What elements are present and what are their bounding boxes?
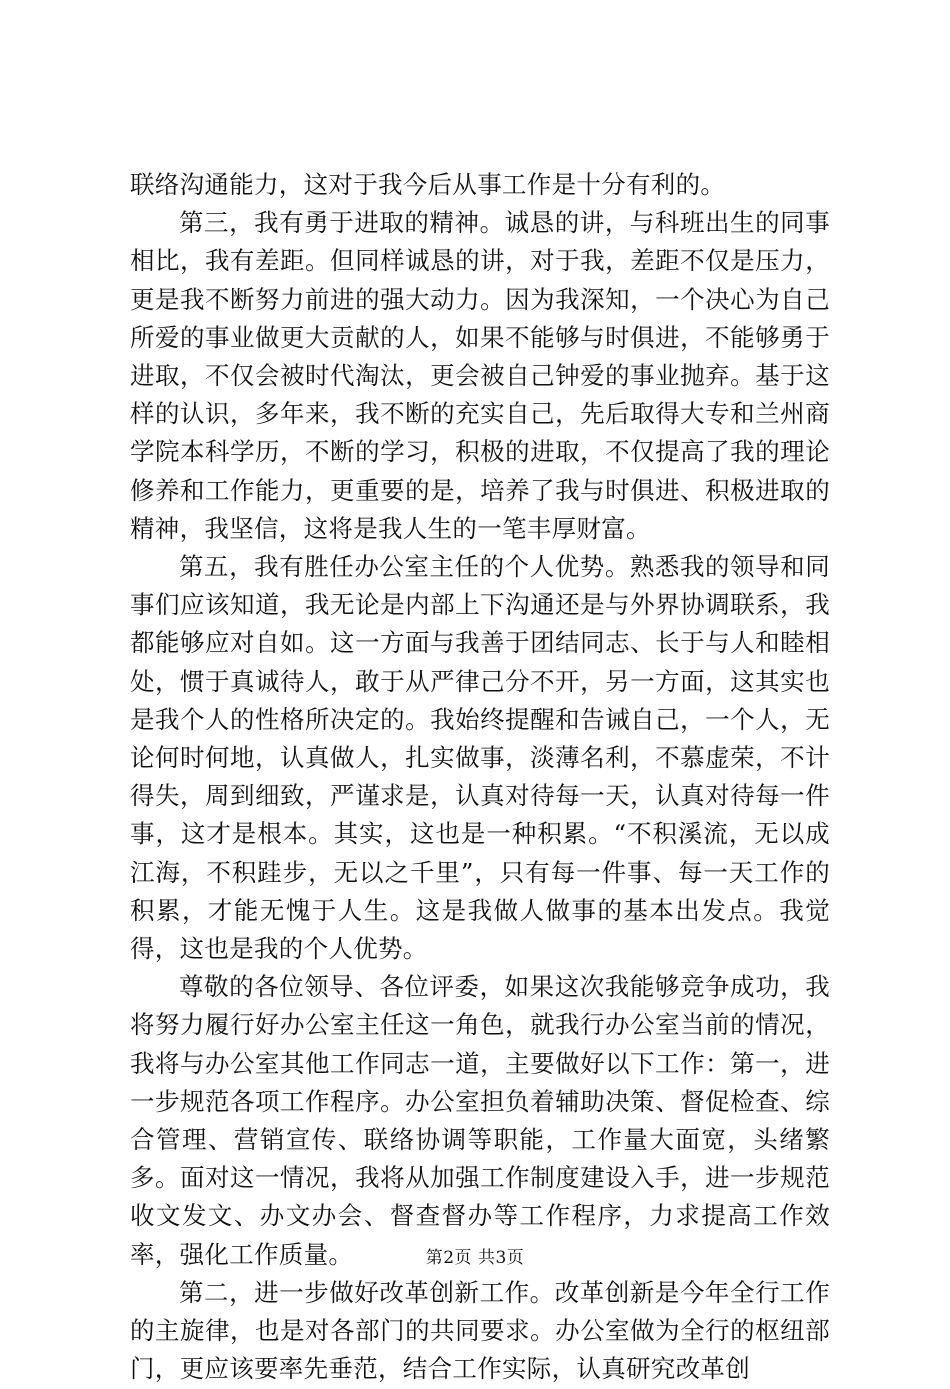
paragraph-5: 第二，进一步做好改革创新工作。改革创新是今年全行工作的主旋律，也是对各部门的共同要求。办公室做为全行的枢纽部门，更应该要率先垂范，结合工作实际，认真研究改革创: [130, 1277, 830, 1384]
paragraph-4: 尊敬的各位领导、各位评委，如果这次我能够竞争成功，我将努力履行好办公室主任这一角色，就我行办公室当前的情况，我将与办公室其他工作同志一道，主要做好以下工作：第一，进一步规范各项工作程序。办公室担负着辅助决策、督促检查、综合管理、营销宣传、联络协调等职能，工作量大面宽，头绪繁多。面对这一情况，我将从加强工作制度建设入手，进一步规范收文发文、办文办会、督查督办等工作程序，力求提高工作效率，强化工作质量。: [130, 972, 830, 1269]
paragraph-3: 第五，我有胜任办公室主任的个人优势。熟悉我的领导和同事们应该知道，我无论是内部上下沟通还是与外界协调联系，我都能够应对自如。这一方面与我善于团结同志、长于与人和睦相处，惯于真诚待人，敢于从严律己分不开，另一方面，这其实也是我个人的性格所决定的。我始终提醒和告诫自己，一个人，无论何时何地，认真做人，扎实做事，淡薄名利，不慕虚荣，不计得失，周到细致，严谨求是，认真对待每一天，认真对待每一件事，这才是根本。其实，这也是一种积累。“不积溪流，无以成江海，不积跬步，无以之千里”，只有每一件事、每一天工作的积累，才能无愧于人生。这是我做人做事的基本出发点。我觉得，这也是我的个人优势。: [130, 552, 831, 964]
paragraph-2: 第三，我有勇于进取的精神。诚恳的讲，与科班出生的同事相比，我有差距。但同样诚恳的讲，对于我，差距不仅是压力，更是我不断努力前进的强大动力。因为我深知，一个决心为自己所爱的事业做更大贡献的人，如果不能够与时俱进，不能够勇于进取，不仅会被时代淘汰，更会被自己钟爱的事业抛弃。基于这样的认识，多年来，我不断的充实自己，先后取得大专和兰州商学院本科学历，不断的学习，积极的进取，不仅提高了我的理论修养和工作能力，更重要的是，培养了我与时俱进、积极进取的精神，我坚信，这将是我人生的一笔丰厚财富。: [130, 208, 830, 543]
paragraph-1: 联络沟通能力，这对于我今后从事工作是十分有利的。: [130, 170, 726, 199]
page-footer: 第2页 共3页: [425, 1248, 525, 1268]
document-body: [130, 166, 830, 1389]
